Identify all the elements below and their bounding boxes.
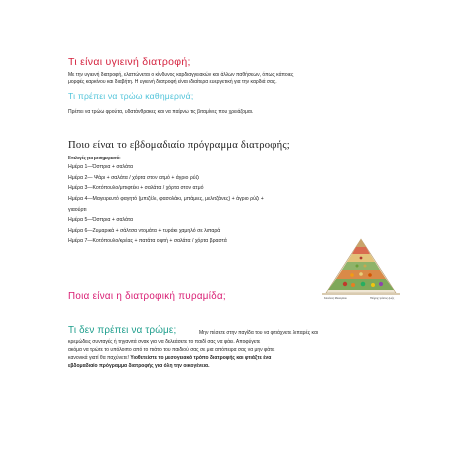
healthy-text-line-2: μορφές καρκίνου και διαβήτη. Η υγιεινή διατροφή είναι ιδιαίτερα ευεργετική για την καρδιά σας.	[68, 79, 277, 85]
plan-day-2: Ημέρα 2— Ψάρι + σαλάτα / χόρτα στον ατμό + άγριο ρύζι	[68, 175, 199, 181]
pyramid-caption-right: Πλήρης τρόπος ζωής	[370, 297, 395, 300]
heading-healthy-diet: Τι είναι υγιεινή διατροφή;	[68, 56, 191, 68]
plan-day-6: Ημέρα 6—Ζυμαρικά + σάλτσα ντομάτα + τυράκι χαμηλό σε λιπαρά	[68, 228, 221, 234]
plan-day-5: Ημέρα 5—Όσπρια + σαλάτα	[68, 217, 134, 223]
heading-weekly-plan: Ποιο είναι το εβδομαδιαίο πρόγραμμα διατροφής;	[68, 140, 290, 151]
heading-food-pyramid: Ποια είναι η διατροφική πυραμίδα;	[68, 291, 226, 302]
avoid-bold-line: εβδομαδιαίο πρόγραμμα διατροφής για όλη την οικογένεια.	[68, 363, 210, 369]
avoid-text-first-line: Μην πέσετε στην παγίδα του να φτιάχνετε λιπαρές και	[199, 330, 318, 336]
heading-daily: Τι πρέπει να τρώω καθημερινά;	[68, 91, 194, 101]
daily-text: Πρέπει να τρώω φρούτα, υδατάνθρακες και να παίρνω τις βιταμίνες που χρειάζομαι.	[68, 109, 254, 115]
food-pyramid-image	[312, 235, 410, 303]
plan-day-1: Ημέρα 1—Όσπρια + σαλάτα	[68, 164, 134, 170]
healthy-text-line-1: Με την υγιεινή διατροφή, ελαττώνεται ο κίνδυνος καρδιαγγειακών και άλλων παθήσεων, όπως κάποιες	[68, 72, 294, 78]
heading-avoid: Τι δεν πρέπει να τρώμε;	[68, 325, 177, 336]
food-pyramid-icon	[312, 235, 410, 303]
avoid-text-line-1: κρεμώδεις συνταγές ή τηγανιτά σνακ για να δελεάσετε το παιδί σας να φάει. Αποφύγετε	[68, 339, 261, 345]
plan-day-4: Ημέρα 4—Μαγειρευτό φαγητό (μπιζέλι, φασολάκι, μπάμιες, μελιτζάνες) + άγριο ρύζι +	[68, 196, 264, 202]
pyramid-caption-left: Κανόνας Μεσογείου	[324, 297, 347, 300]
plan-day-7: Ημέρα 7—Κοτόπουλο/κρέας + πατάτα οφτή + σαλάτα / χόρτα βραστά	[68, 238, 227, 244]
avoid-text-line-3	[68, 355, 271, 361]
lunch-options-label: Επιλογές για μεσημεριανό:	[68, 155, 121, 160]
avoid-text-line-3-plain: κανονικά γιατί θα παχύνετε!	[68, 355, 129, 361]
plan-day-4-cont: γιαούρτι	[68, 207, 87, 213]
avoid-bold-inline: Υιοθετείστε το μεσογειακό τρόπο διατροφής και φτιάξτε ένα	[130, 355, 272, 361]
plan-day-3: Ημέρα 3—Κοτόπουλο/μπιφτέκι + σαλάτα / χόρτα στον ατμό	[68, 185, 204, 191]
avoid-text-line-2: ακόμα να τρώτε το υπόλοιπο από το πιάτο του παιδιού σας σε μια απόπειρα σας να μην φάτε	[68, 347, 275, 353]
